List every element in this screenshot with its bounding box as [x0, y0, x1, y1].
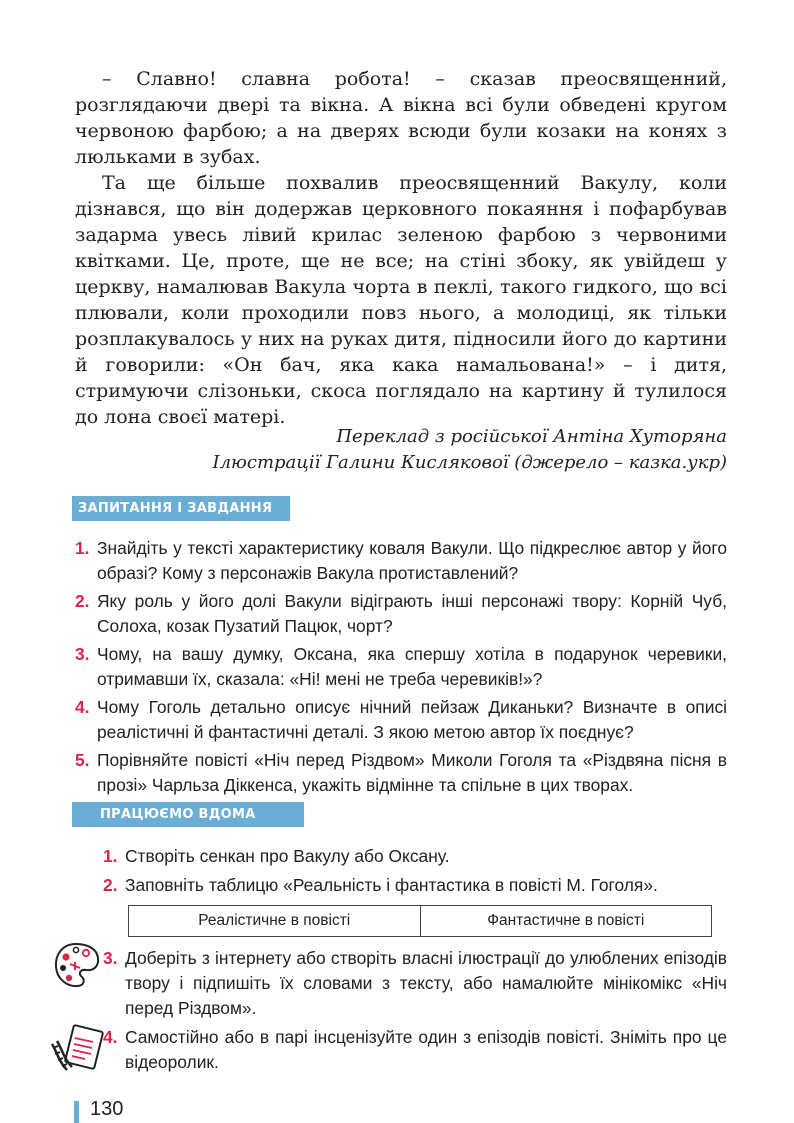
table-header-cell: Реалістичне в повісті	[129, 906, 421, 937]
list-item	[103, 946, 727, 1021]
translation-credit: Переклад з російської Антіна Хуторяна	[336, 426, 727, 447]
palette-icon	[52, 940, 102, 990]
story-text	[75, 66, 727, 430]
item-text: Заповніть таблицю «Реальність і фантастика в повісті М. Гоголя».	[125, 875, 658, 895]
reality-fantasy-table	[128, 905, 712, 937]
homework-list-continued	[103, 946, 727, 1079]
list-item	[75, 695, 727, 745]
list-item	[103, 873, 727, 898]
table-row	[129, 906, 712, 937]
item-text: Порівняйте повісті «Ніч перед Різдвом» Миколи Гоголя та «Різдвяна пісня в прозі» Чарльза Діккенса, укажіть відмінне та спільне в цих творах.	[97, 750, 727, 795]
homework-header: ПРАЦЮЄМО ВДОМА	[72, 802, 304, 827]
item-text: Чому Гоголь детально описує нічний пейзаж Диканьки? Визначте в описі реалістичні й фантастичні деталі. З якою метою автор їх поєднує?	[97, 697, 727, 742]
homework-list	[103, 844, 727, 902]
item-number: 4.	[75, 697, 90, 717]
item-number: 4.	[103, 1027, 118, 1047]
story-paragraph: – Славно! славна робота! – сказав преосвященний, розглядаючи двері та вікна. А вікна всі були обведені кругом червоною фарбою; а на дверях всюди були козаки на конях з люльками в зубах.	[75, 68, 727, 168]
list-item	[103, 844, 727, 869]
item-text: Створіть сенкан про Вакулу або Оксану.	[125, 846, 450, 866]
list-item	[75, 748, 727, 798]
item-text: Самостійно або в парі інсценізуйте один з епізодів повісті. Зніміть про це відеоролик.	[125, 1027, 727, 1072]
item-number: 5.	[75, 750, 90, 770]
item-number: 3.	[103, 948, 118, 968]
item-text: Знайдіть у тексті характеристику коваля Вакули. Що підкреслює автор у його образі? Кому з персонажів Вакула протиставлений?	[97, 538, 727, 583]
table-header-cell: Фантастичне в повісті	[420, 906, 712, 937]
page-number: 130	[90, 1098, 124, 1120]
item-text: Яку роль у його долі Вакули відіграють інші персонажі твору: Корній Чуб, Солоха, козак Пузатий Пацюк, чорт?	[97, 591, 727, 636]
item-text: Чому, на вашу думку, Оксана, яка спершу хотіла в подарунок черевики, отримавши їх, сказала: «Ні! мені не треба черевиків!»?	[97, 644, 727, 689]
questions-list	[75, 536, 727, 801]
script-with-filmstrip-icon	[47, 1024, 107, 1074]
questions-header: ЗАПИТАННЯ І ЗАВДАННЯ	[72, 496, 290, 521]
item-text: Доберіть з інтернету або створіть власні ілюстрації до улюблених епізодів твору і підпишіть їх словами з тексту, або намалюйте мінікомікс «Ніч перед Різдвом».	[125, 948, 727, 1018]
list-item	[75, 642, 727, 692]
item-number: 1.	[103, 846, 118, 866]
list-item	[75, 589, 727, 639]
item-number: 1.	[75, 538, 90, 558]
list-item	[103, 1025, 727, 1075]
item-number: 2.	[103, 875, 118, 895]
item-number: 3.	[75, 644, 90, 664]
item-number: 2.	[75, 591, 90, 611]
story-paragraph: Та ще більше похвалив преосвященний Вакулу, коли дізнався, що він додержав церковного покаяння і пофарбував задарма увесь лівий крилас зеленою фарбою з червоними квітками. Це, проте, ще не все; на стіні збоку, як увійдеш у церкву, намалював Вакула чорта в пеклі, такого гидкого, що всі плювали, коли проходили повз нього, а молодиці, як тільки розплакувалось у них на руках дитя, підносили його до картини й говорили: «Он бач, яка кака намальована!» – і дитя, стримуючи слізоньки, скоса поглядало на картину й тулилося до лона своєї матері.	[75, 172, 727, 428]
illustration-credit: Ілюстрації Галини Кислякової (джерело – казка.укр)	[212, 452, 727, 473]
credits	[75, 424, 727, 476]
page-number-bar	[74, 1101, 79, 1123]
list-item	[75, 536, 727, 586]
